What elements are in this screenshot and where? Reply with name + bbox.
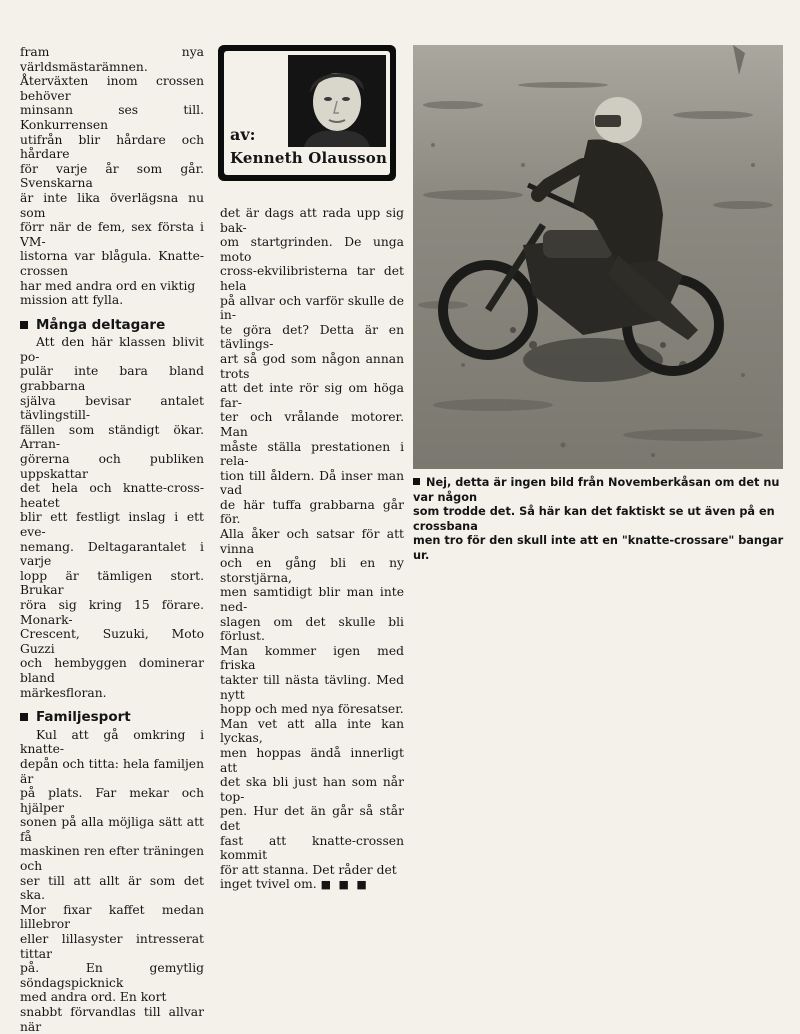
text-line: tion till åldern. Då inser man vad: [220, 468, 404, 498]
text-line: Crescent, Suzuki, Moto Guzzi: [20, 627, 204, 656]
text-line: om startgrinden. De unga moto: [220, 235, 404, 264]
square-bullet-icon: [20, 321, 28, 329]
text-line: att det inte rör sig om höga far-: [220, 381, 404, 410]
text-line: görerna och publiken uppskattar: [20, 452, 204, 481]
text-line: för att stanna. Det råder det: [220, 862, 397, 877]
caption-line: som trodde det. Så här kan det faktiskt se ut även på en crossbana: [413, 505, 775, 533]
article-column-1: [20, 45, 204, 1034]
text-line: och hembyggen dominerar bland: [20, 656, 204, 685]
text-line: har med andra ord en viktig: [20, 278, 196, 293]
motocross-rider-image: [413, 45, 783, 469]
text-line: Mor fixar kaffet medan lillebror: [20, 902, 204, 932]
text-line: blir ett festligt inslag i ett eve-: [20, 510, 204, 539]
motocross-photo: [413, 45, 783, 469]
end-marks: ■ ■ ■: [320, 878, 369, 892]
text-line: cross-ekvilibristerna tar det hela: [220, 264, 404, 293]
text-line: på plats. Far mekar och hjälper: [20, 786, 204, 815]
text-line: te göra det? Detta är en tävlings-: [220, 322, 404, 352]
text-line: minsann ses till. Konkurrensen: [20, 103, 204, 132]
intro-paragraph: [20, 45, 204, 308]
text-line: är inte lika överlägsna nu som: [20, 190, 204, 220]
text-line: måste ställa prestationen i rela-: [220, 439, 404, 469]
text-line: mission att fylla.: [20, 293, 124, 308]
text-line: det är dags att rada upp sig bak-: [220, 206, 404, 235]
square-bullet-icon: [413, 478, 420, 485]
text-line: snabbt förvandlas till allvar när: [20, 1005, 204, 1034]
caption-line: Nej, detta är ingen bild från Novemberkåsan om det nu var någon: [413, 476, 780, 504]
section1-paragraph: [20, 335, 204, 700]
text-line: men samtidigt blir man inte ned-: [220, 585, 404, 615]
text-line: hopp och med nya föresatser.: [220, 702, 404, 717]
text-line: och en gång bli en ny storstjärna,: [220, 556, 404, 585]
text-line: ser till att allt är som det ska.: [20, 873, 204, 903]
text-line: det hela och knatte-cross-heatet: [20, 481, 204, 510]
text-line: Kul att gå omkring i knatte-: [20, 727, 204, 757]
caption-line: men tro för den skull inte att en "knatte-crossare" bangar ur.: [413, 534, 784, 562]
text-line: märkesfloran.: [20, 685, 107, 700]
author-portrait: [288, 55, 386, 147]
column2-paragraph: [220, 206, 404, 893]
text-line: de här tuffa grabbarna går för.: [220, 497, 404, 527]
text-line: men hoppas ändå innerligt att: [220, 745, 404, 775]
text-line: takter till nästa tävling. Med nytt: [220, 673, 404, 702]
text-line: för varje år som går. Svenskarna: [20, 161, 204, 191]
byline-box: [218, 45, 396, 181]
portrait-image: [288, 55, 386, 147]
section-heading-manga-deltagare: [20, 318, 204, 333]
text-line: på allvar och varför skulle de in-: [220, 293, 404, 323]
text-line: depån och titta: hela familjen är: [20, 756, 204, 786]
text-line: utifrån blir hårdare och hårdare: [20, 132, 204, 162]
text-line: nemang. Deltagarantalet i varje: [20, 539, 204, 569]
text-line: maskinen ren efter träningen och: [20, 844, 204, 874]
byline-inner: [224, 51, 390, 175]
text-line: med andra ord. En kort: [20, 990, 167, 1005]
text-line: slagen om det skulle bli förlust.: [220, 614, 404, 644]
text-line: fällen som ständigt ökar. Arran-: [20, 422, 204, 452]
text-line: listorna var blågula. Knatte-crossen: [20, 249, 204, 278]
article-column-2: [220, 206, 404, 893]
text-line: lopp är tämligen stort. Brukar: [20, 568, 204, 598]
text-line: Återväxten inom crossen behöver: [20, 74, 204, 103]
text-line: på. En gemytlig söndagspicknick: [20, 961, 204, 990]
section2-paragraph: [20, 728, 204, 1034]
square-bullet-icon: [20, 713, 28, 721]
text-line: det ska bli just han som når top-: [220, 775, 404, 804]
text-line: sonen på alla möjliga sätt att få: [20, 815, 204, 844]
section-heading-text: Familjesport: [36, 709, 131, 726]
text-line: pen. Hur det än går så står det: [220, 804, 404, 833]
text-line: själva bevisar antalet tävlingstill-: [20, 393, 204, 423]
section-heading-familjesport: [20, 710, 204, 725]
text-line: Man kommer igen med friska: [220, 643, 404, 673]
section-heading-text: Många deltagare: [36, 316, 166, 333]
text-line: Att den här klassen blivit po-: [20, 335, 204, 364]
text-line: Man vet att alla inte kan lyckas,: [220, 716, 404, 746]
text-line: fast att knatte-crossen kommit: [220, 833, 404, 863]
photo-caption: [413, 476, 788, 563]
text-line: eller lillasyster intresserat tittar: [20, 932, 204, 961]
byline-author-name: Kenneth Olausson: [230, 149, 388, 167]
text-line: Alla åker och satsar för att vinna: [220, 527, 404, 556]
byline-prefix: av:: [230, 125, 256, 144]
text-line: inget tvivel om.: [220, 877, 317, 892]
text-line: ter och vrålande motorer. Man: [220, 410, 404, 439]
text-line: röra sig kring 15 förare. Monark-: [20, 597, 204, 627]
text-line: pulär inte bara bland grabbarna: [20, 364, 204, 394]
text-line: fram nya världsmästarämnen.: [20, 45, 204, 74]
text-line: art så god som någon annan trots: [220, 351, 404, 381]
text-line: förr när de fem, sex första i VM-: [20, 220, 204, 249]
